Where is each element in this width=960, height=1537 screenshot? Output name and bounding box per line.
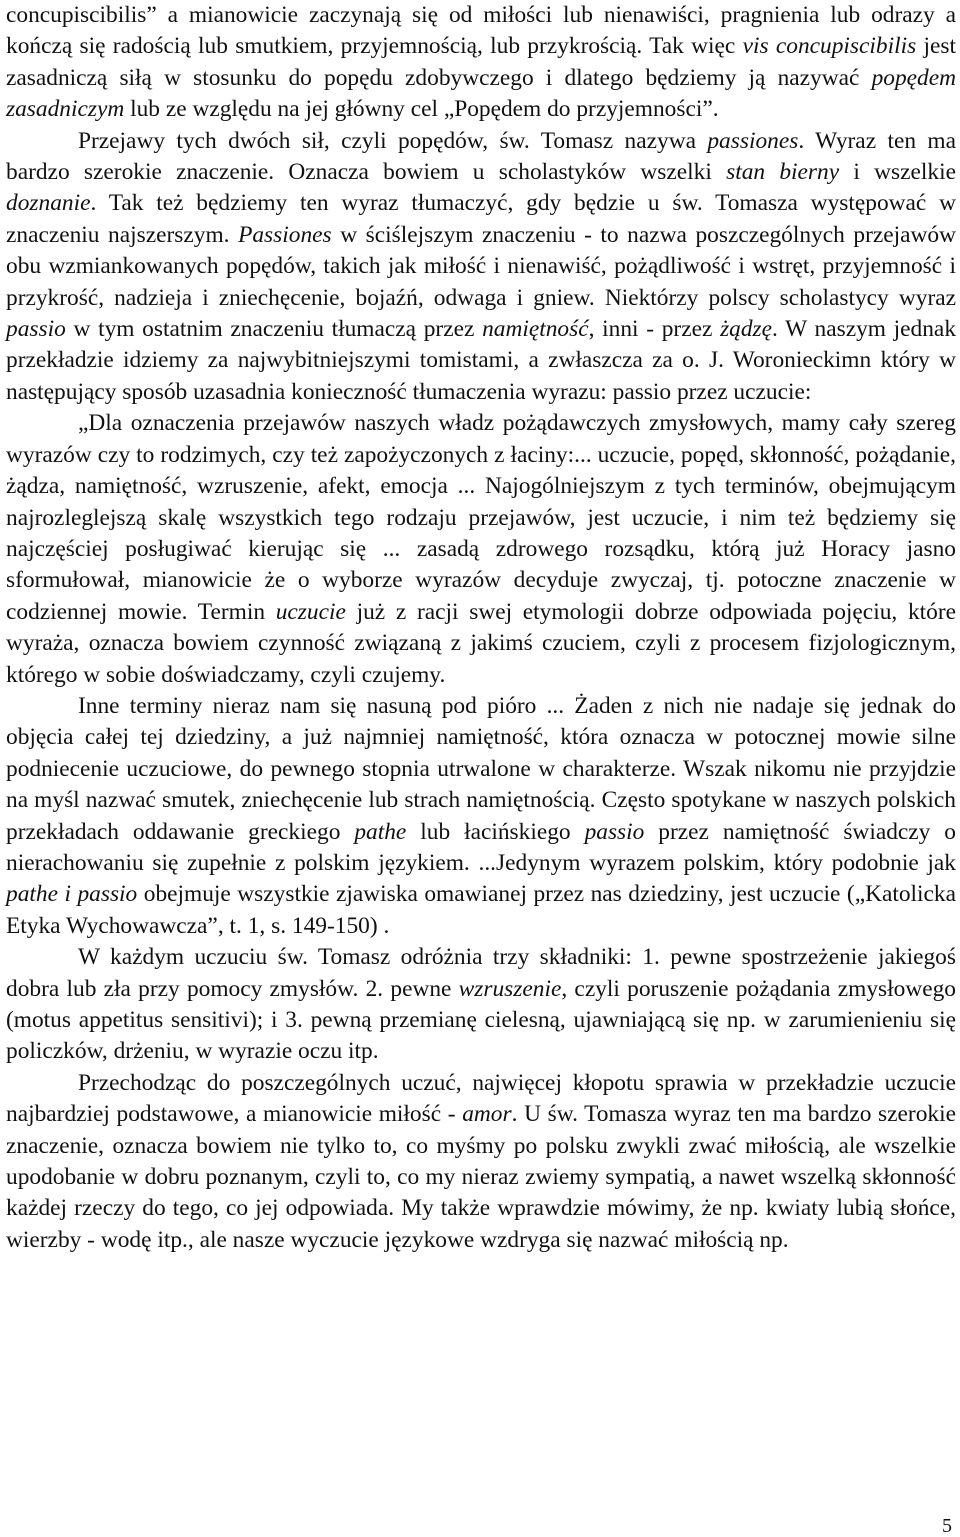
italic-text: pathe (354, 818, 407, 845)
italic-text: pathe i passio (6, 881, 138, 908)
italic-text: passio (584, 818, 645, 845)
italic-text: stan bierny (726, 159, 840, 186)
text-run: „Dla oznaczenia przejawów naszych władz pożądawczych zmysłowych, mamy cały szereg wyrazów czy to rodzimych, czy też zapożyczonych z łaciny:... uczucie, popęd, skłonność, pożądanie, żądza, namiętność, wzruszenie, afekt, emocja ... Najogólniejszym z tych terminów, obejmującym najrozleglejszą skalę wszystkich tego rodzaju przejawów, jest uczucie, i nim też będziemy się najczęściej posługiwać kierując się ... zasadą zdrowego rozsądku, którą już Horacy jasno sformułował, mianowicie że o wyborze wyrazów decyduje zwyczaj, tj. potoczne znaczenie w codziennej mowie. Termin (6, 410, 956, 625)
italic-text: passio (6, 316, 66, 343)
text-run: Przechodząc do poszczególnych uczuć, najwięcej kłopotu sprawia w przekładzie uczucie najbardziej podstawowe, a mianowicie miłość - (6, 1069, 956, 1128)
italic-text: amor (462, 1101, 512, 1128)
italic-text: namiętność (482, 316, 589, 343)
text-run: Inne terminy nieraz nam się nasuną pod pióro ... Żaden z nich nie nadaje się jednak do objęcia całej tej dziedziny, a już najmniej namiętność, która oznacza w potocznej mowie silne podniecenie uczuciowe, do pewnego stopnia utrwalone w charakterze. Wszak nikomu nie przyjdzie na myśl nazwać smutek, zniechęcenie lub strach namiętnością. Często spotykane w naszych polskich przekładach oddawanie greckiego (6, 692, 956, 845)
italic-text: wzruszenie (458, 975, 562, 1002)
paragraph-1 (6, 0, 956, 126)
italic-text: uczucie (275, 598, 346, 625)
text-run: . U św. Tomasza wyraz ten ma bardzo szerokie znaczenie, oznacza bowiem nie tylko to, co myśmy po polsku zwykli zwać miłością, ale wszelkie upodobanie w dobru poznanym, czyli to, co my nieraz zwiemy sympatią, a nawet wszelką skłonność każdej rzeczy do tego, co jej odpowiada. My także wprawdzie mówimy, że np. kwiaty lubią słońce, wierzby - wodę itp., ale nasze wyczucie językowe wzdryga się nazwać miłością np. (6, 1101, 956, 1253)
text-run: w ściślejszym znaczeniu - to nazwa poszczególnych przejawów obu wzmiankowanych popędów, takich jak miłość i nienawiść, pożądliwość i wstręt, przyjemność i przykrość, nadzieja i zniechęcenie, bojaźń, odwaga i gniew. Niektórzy polscy scholastycy wyraz (6, 221, 956, 311)
italic-text: popędem zasadniczym (6, 64, 956, 123)
paragraph-6 (6, 1068, 956, 1256)
italic-text: Passiones (238, 221, 332, 248)
text-run: . W naszym jednak przekładzie idziemy za najwybitniejszymi tomistami, a zwłaszcza za o. J. Woronieckimn który w następujący sposób uzasadnia konieczność tłumaczenia wyrazu: passio przez uczucie: (6, 316, 957, 405)
paragraph-4-quote (6, 691, 956, 942)
italic-text: doznanie (6, 190, 91, 217)
page-number: 5 (942, 1515, 952, 1537)
text-run: lub ze względu na jej główny cel „Popędem do przyjemności”. (124, 96, 719, 123)
italic-text: vis concupiscibilis (742, 33, 917, 60)
text-run: jest zasadniczą siłą w stosunku do popędu zdobywczego i dlatego będziemy ją nazywać (6, 33, 956, 91)
text-run: W każdym uczuciu św. Tomasz odróżnia trzy składniki: 1. pewne spostrzeżenie jakiegoś dobra lub zła przy pomocy zmysłów. 2. pewne (6, 944, 956, 1002)
text-run: obejmuje wszystkie zjawiska omawianej przez nas dziedziny, jest uczucie („Katolicka Etyka Wychowawcza”, t. 1, s. 149-150) . (6, 881, 956, 939)
text-run: Przejawy tych dwóch sił, czyli popędów, św. Tomasz nazywa (78, 127, 708, 154)
italic-text: żądzę (720, 316, 773, 343)
text-run: i wszelkie (839, 159, 956, 186)
paragraph-5 (6, 942, 956, 1068)
text-run: . Tak też będziemy ten wyraz tłumaczyć, gdy będzie u św. Tomasza występować w znaczeniu najszerszym. (6, 190, 956, 248)
document-page (6, 0, 956, 1256)
text-run: , inni - przez (588, 316, 721, 343)
text-run: concupiscibilis” a mianowicie zaczynają się od miłości lub nienawiści, pragnienia lub odrazy a kończą się radością lub smutkiem, przyjemnością, lub przykrością. Tak więc (6, 2, 956, 60)
italic-text: passiones (707, 127, 799, 154)
text-run: , czyli poruszenie pożądania zmysłowego (motus appetitus sensitivi); i 3. pewną przemianę cielesną, ujawniającą się np. w zarumienieniu się policzków, drżeniu, w wyrazie oczu itp. (6, 975, 956, 1065)
text-run: . Wyraz ten ma bardzo szerokie znaczenie. Oznacza bowiem u scholastyków wszelki (6, 127, 956, 186)
paragraph-2 (6, 126, 956, 409)
text-run: już z racji swej etymologii dobrze odpowiada pojęciu, które wyraża, oznacza bowiem czynność związaną z jakimś czuciem, czyli z procesem fizjologicznym, którego w sobie doświadczamy, czyli czujemy. (6, 598, 956, 688)
text-run: przez namiętność świadczy o nierachowaniu się zupełnie z polskim językiem. ...Jedynym wyrazem polskim, który podobnie jak (6, 818, 956, 876)
text-run: lub łacińskiego (406, 818, 585, 845)
paragraph-3-quote (6, 408, 956, 691)
text-run: w tym ostatnim znaczeniu tłumaczą przez (65, 316, 483, 343)
